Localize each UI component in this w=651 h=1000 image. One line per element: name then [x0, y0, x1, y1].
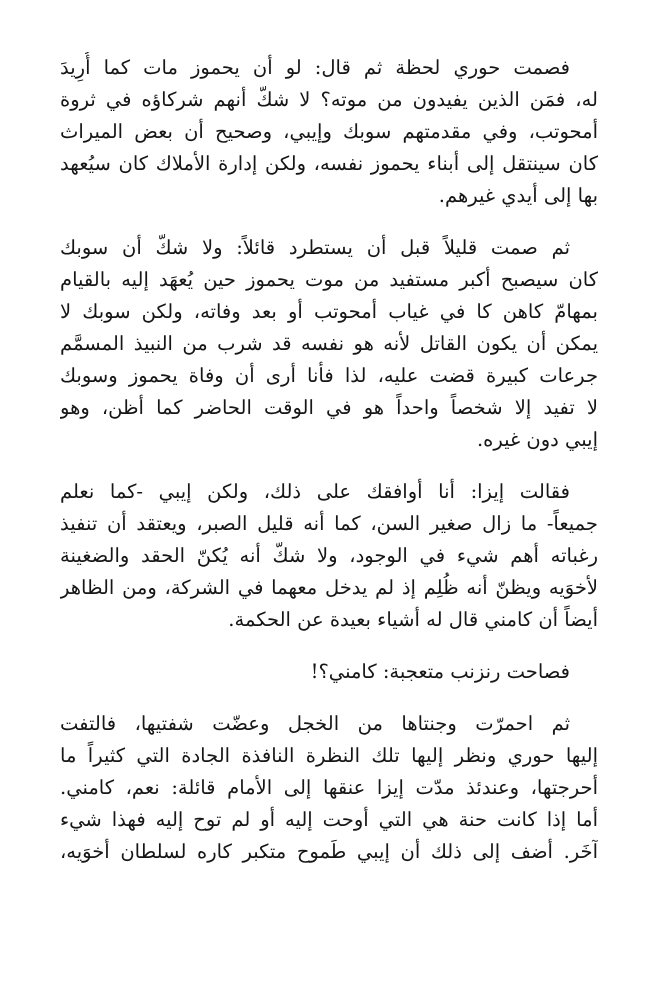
text-line: أمحوتب، وفي مقدمتهم سوبك وإيبي، وصحيح أن بعض الميراث	[60, 120, 598, 143]
text-line: لأخوَيه ويظنّ أنه ظُلِم إذ لم يدخل معهما في الشركة، ومن الظاهر	[60, 576, 598, 599]
text-line: فصمت حوري لحظة ثم قال: لو أن يحموز مات كما أُرِيدَ	[60, 56, 570, 79]
text-line: جميعاً- ما زال صغير السن، كما أنه قليل الصبر، ويعتقد أن تنفيذ	[60, 512, 598, 535]
paragraph	[60, 708, 598, 868]
text-line: أيضاً أن كامني قال له أشياء بعيدة عن الحكمة.	[228, 608, 598, 631]
text-line: أما إذا كانت حنة هي التي أوحت إليه أو لم توح إليه فهذا شيء	[60, 808, 598, 831]
text-line: بها إلى أيدي غيرهم.	[438, 184, 598, 207]
paragraph	[60, 476, 598, 636]
text-line: جرعات كبيرة قضت عليه، لذا فأنا أرى أن وفاة يحموز وسوبك	[60, 364, 598, 387]
book-page	[60, 52, 598, 888]
text-line: رغباته أهم شيء في الوجود، ولا شكّ أنه يُكنّ الحقد والضغينة	[60, 544, 598, 567]
text-line: ثم صمت قليلاً قبل أن يستطرد قائلاً: ولا شكّ أن سوبك	[60, 236, 570, 259]
text-line: آخَر. أضف إلى ذلك أن إيبي طَموح متكبر كاره لسلطان أخوَيه،	[60, 840, 598, 863]
text-line: إيبي دون غيره.	[476, 428, 598, 451]
text-line: كان سيصبح أكبر مستفيد من موت يحموز حين يُعهَد إليه بالقيام	[60, 268, 598, 291]
paragraph	[60, 52, 598, 212]
text-line: بمهامّ كاهن كا في غياب أمحوتب أو بعد وفاته، ولكن سوبك لا	[60, 300, 598, 323]
text-line: له، فمَن الذين يفيدون من موته؟ لا شكّ أنهم شركاؤه في ثروة	[60, 88, 598, 111]
text-line: فصاحت رنزنب متعجبة: كامني؟!	[310, 660, 570, 683]
text-line: يمكن أن يكون القاتل لأنه هو نفسه قد شرب من النبيذ المسمَّم	[60, 332, 598, 355]
text-line: كان سينتقل إلى أبناء يحموز نفسه، ولكن إدارة الأملاك كان سيُعهد	[60, 152, 598, 175]
text-line: ثم احمرّت وجنتاها من الخجل وعضّت شفتيها، فالتفت	[60, 712, 570, 735]
text-line: فقالت إيزا: أنا أوافقك على ذلك، ولكن إيبي -كما نعلم	[60, 480, 570, 503]
text-line: إليها حوري ونظر إليها تلك النظرة النافذة الجادة التي كثيراً ما	[60, 744, 598, 767]
text-line: أحرجتها، وعندئذ مدّت إيزا عنقها إلى الأمام قائلة: نعم، كامني.	[60, 776, 598, 799]
paragraph	[60, 232, 598, 456]
text-line: لا تفيد إلا شخصاً واحداً هو في الوقت الحاضر كما أظن، وهو	[60, 396, 598, 419]
paragraph	[60, 656, 598, 688]
